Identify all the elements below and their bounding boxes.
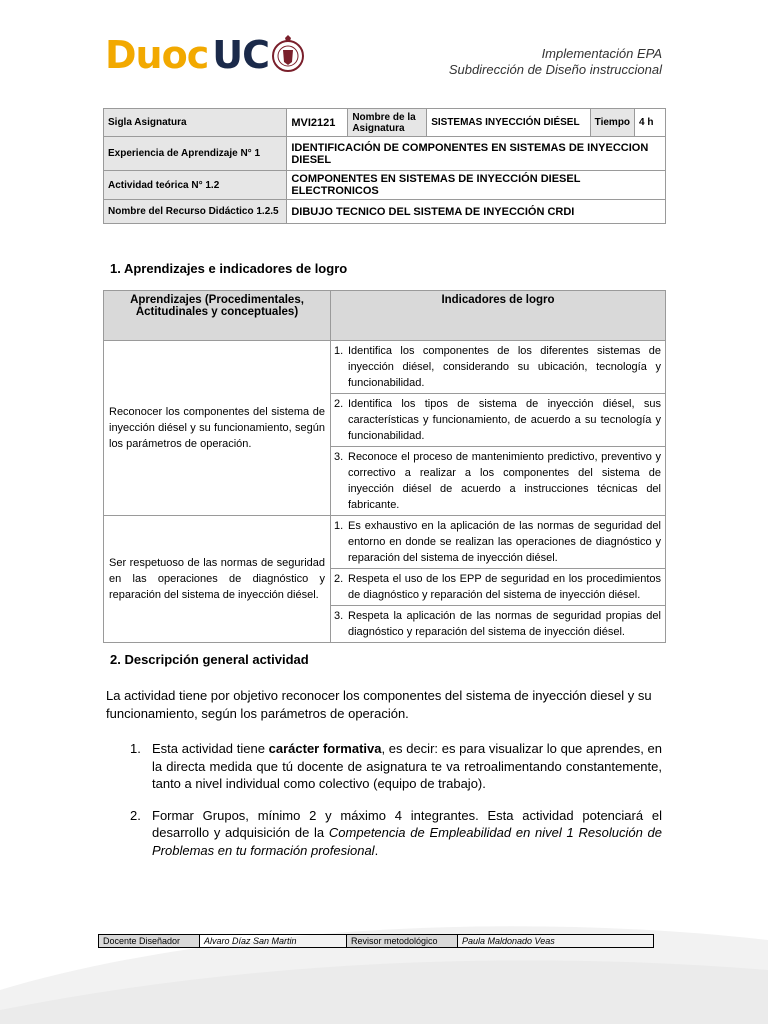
list-text bbox=[152, 740, 662, 793]
indicator-number: 3. bbox=[334, 451, 344, 463]
nombre-value: SISTEMAS INYECCIÓN DIÉSEL bbox=[427, 109, 590, 137]
indicator-item bbox=[331, 516, 665, 569]
indicator-item bbox=[331, 447, 665, 515]
course-info-table bbox=[103, 108, 666, 224]
actividad-label: Actividad teórica N° 1.2 bbox=[104, 171, 287, 200]
section-1-heading: 1. Aprendizajes e indicadores de logro bbox=[110, 261, 348, 276]
indicator-number: 3. bbox=[334, 610, 344, 622]
nombre-label: Nombre de la Asignatura bbox=[348, 109, 427, 137]
experiencia-label: Experiencia de Aprendizaje N° 1 bbox=[104, 137, 287, 171]
list-item bbox=[130, 740, 662, 793]
indicator-text: Respeta la aplicación de las normas de seguridad propias del diagnóstico y reparación del sistema de inyección diésel. bbox=[348, 610, 661, 638]
sigla-value: MVI2121 bbox=[287, 109, 348, 137]
university-seal-icon bbox=[271, 35, 305, 75]
list-text-italic: Competencia de Empleabilidad en nivel 1 Resolución de Problemas en tu formación profesional bbox=[152, 825, 662, 858]
list-text-part: Formar Grupos, mínimo 2 y máximo 4 integrantes. Esta actividad potenciará el desarrollo y adquisición de la bbox=[152, 807, 662, 840]
indicator-text: Es exhaustivo en la aplicación de las normas de seguridad del entorno en donde se realizan las operaciones de diagnóstico y reparación del sistema de inyección diésel. bbox=[348, 520, 661, 564]
indicator-cell bbox=[331, 341, 666, 516]
indicator-text: Identifica los componentes de los diferentes sistemas de inyección diésel, considerando su ubicación, tecnología y funcionabilidad. bbox=[348, 345, 661, 389]
indicator-text: Identifica los tipos de sistema de inyección diésel, sus características y funcionamiento, de acuerdo a su tecnología y funcionabilidad. bbox=[348, 398, 661, 442]
list-text-part: Esta actividad tiene bbox=[152, 741, 269, 756]
sigla-label: Sigla Asignatura bbox=[104, 109, 287, 137]
list-text-bold: carácter formativa bbox=[268, 741, 382, 756]
indicator-text: Respeta el uso de los EPP de seguridad en los procedimientos de diagnóstico y reparación del sistema de inyección diésel. bbox=[348, 573, 661, 601]
indicator-number: 2. bbox=[334, 398, 344, 410]
indicator-cell bbox=[331, 516, 666, 643]
docente-value: Alvaro Díaz San Martin bbox=[200, 935, 347, 948]
list-text-part: . bbox=[374, 842, 379, 858]
indicator-number: 1. bbox=[334, 520, 344, 532]
list-number: 2. bbox=[130, 807, 141, 823]
indicator-number: 1. bbox=[334, 345, 344, 357]
activity-list bbox=[130, 740, 662, 873]
actividad-value: COMPONENTES EN SISTEMAS DE INYECCIÓN DIESEL ELECTRONICOS bbox=[287, 171, 666, 200]
header-line-1: Implementación EPA bbox=[541, 46, 662, 61]
indicator-item bbox=[331, 394, 665, 447]
duoc-uc-logo bbox=[105, 30, 305, 80]
tiempo-label: Tiempo bbox=[590, 109, 634, 137]
docente-label: Docente Diseñador bbox=[99, 935, 200, 948]
recurso-value: DIBUJO TECNICO DEL SISTEMA DE INYECCIÓN CRDI bbox=[287, 200, 666, 224]
header-line-2: Subdirección de Diseño instruccional bbox=[448, 62, 662, 77]
list-text bbox=[152, 807, 662, 860]
logo-uc-text: UC bbox=[212, 33, 269, 77]
revisor-label: Revisor metodológico bbox=[347, 935, 458, 948]
logo-duoc-text: Duoc bbox=[105, 33, 209, 77]
experiencia-value: IDENTIFICACIÓN DE COMPONENTES EN SISTEMAS DE INYECCION DIESEL bbox=[287, 137, 666, 171]
list-text-part: , es decir: es para visualizar lo que aprendes, en la directa medida que tú docente de asignatura te va retroalimentando constantemente, tanto a nivel individual como colectivo (equipo de trabajo). bbox=[152, 741, 662, 791]
section-2-heading: 2. Descripción general actividad bbox=[110, 652, 309, 667]
activity-intro: La actividad tiene por objetivo reconocer los componentes del sistema de inyección diesel y su funcionamiento, según los parámetros de operación. bbox=[106, 688, 652, 721]
indicator-item bbox=[331, 341, 665, 394]
learning-cell: Ser respetuoso de las normas de seguridad en las operaciones de diagnóstico y reparación del sistema de inyección diésel. bbox=[104, 516, 331, 643]
tiempo-value: 4 h bbox=[635, 109, 666, 137]
recurso-label: Nombre del Recurso Didáctico 1.2.5 bbox=[104, 200, 287, 224]
indicator-item bbox=[331, 606, 665, 642]
revisor-value: Paula Maldonado Veas bbox=[458, 935, 654, 948]
indicators-column-header: Indicadores de logro bbox=[331, 291, 666, 341]
list-number: 1. bbox=[130, 741, 141, 756]
list-item bbox=[130, 807, 662, 860]
header-subtitle bbox=[449, 46, 662, 78]
footer-credits-table bbox=[98, 934, 654, 948]
learning-cell: Reconocer los componentes del sistema de inyección diésel y su funcionamiento, según los parámetros de operación. bbox=[104, 341, 331, 516]
learning-column-header: Aprendizajes (Procedimentales, Actitudinales y conceptuales) bbox=[104, 291, 331, 341]
indicator-item bbox=[331, 569, 665, 606]
indicator-text: Reconoce el proceso de mantenimiento predictivo, preventivo y correctivo a realizar a los componentes del sistema de inyección diésel de acuerdo a instrucciones técnicas del fabricante. bbox=[348, 451, 661, 511]
indicators-table bbox=[103, 290, 666, 643]
indicator-number: 2. bbox=[334, 573, 344, 585]
